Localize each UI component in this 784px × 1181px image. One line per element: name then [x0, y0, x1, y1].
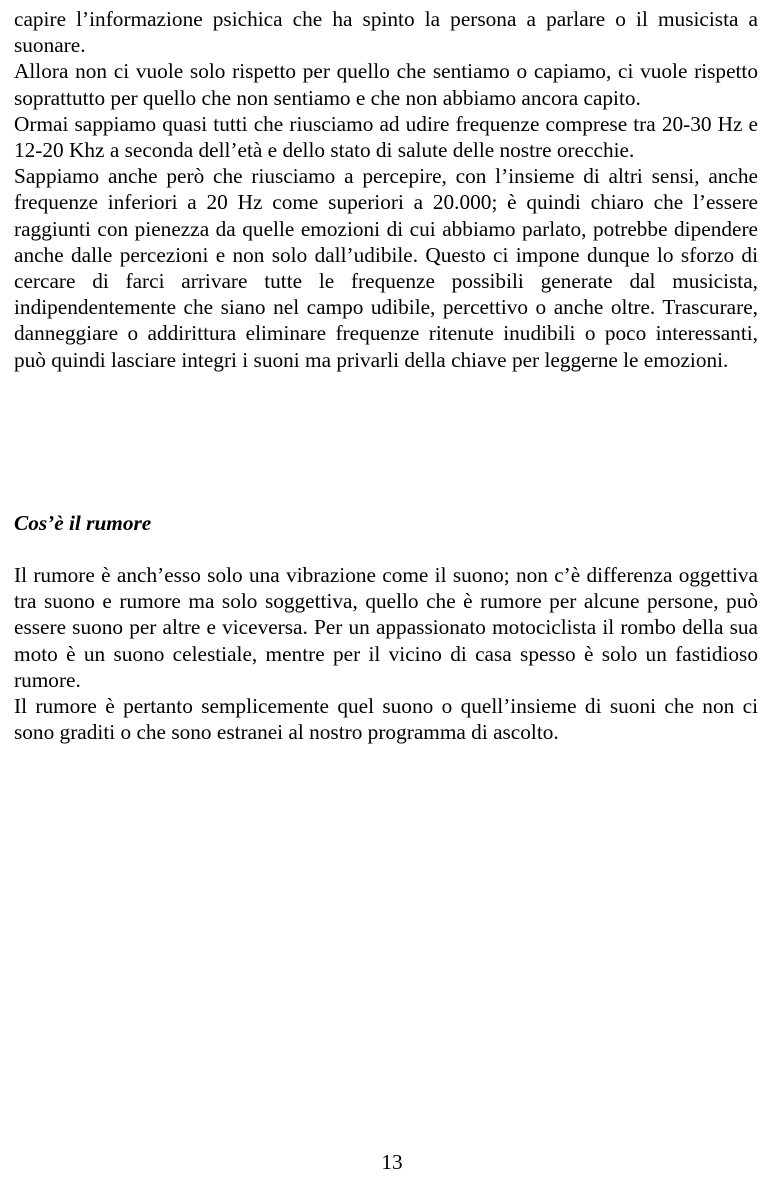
- paragraph-intro-continuation: capire l’informazione psichica che ha spinto la persona a parlare o il musicista a suonare.: [14, 7, 758, 58]
- paragraph-noise-definition: Il rumore è anch’esso solo una vibrazione come il suono; non c’è differenza oggettiva tra suono e rumore ma solo soggettiva, quello che è rumore per alcune persone, può essere suono per altre e viceversa. Per un appassionato motociclista il rombo della sua moto è un suono celestiale, mentre per il vicino di casa spesso è solo un fastidioso rumore.: [14, 563, 758, 692]
- paragraph-respect: Allora non ci vuole solo rispetto per quello che sentiamo o capiamo, ci vuole rispetto soprattutto per quello che non sentiamo e che non abbiamo ancora capito.: [14, 59, 758, 110]
- paragraph-perceived-frequencies: Sappiamo anche però che riusciamo a percepire, con l’insieme di altri sensi, anche frequenze inferiori a 20 Hz come superiori a 20.000; è quindi chiaro che l’essere raggiunti con pienezza da quelle emozioni di cui abbiamo parlato, potrebbe dipendere anche dalle percezioni e non solo dall’udibile. Questo ci impone dunque lo sforzo di cercare di farci arrivare tutte le frequenze possibili generate dal musicista, indipendentemente che siano nel campo udibile, percettivo o anche oltre. Trascurare, danneggiare o addirittura eliminare frequenze ritenute inudibili o poco interessanti, può quindi lasciare integri i suoni ma privarli della chiave per leggerne le emozioni.: [14, 164, 758, 372]
- section-body: [14, 562, 758, 745]
- paragraph-audible-frequencies: Ormai sappiamo quasi tutti che riusciamo ad udire frequenze comprese tra 20-30 Hz e 12-20 Khz a seconda dell’età e dello stato di salute delle nostre orecchie.: [14, 111, 758, 163]
- page-number: 13: [381, 1150, 403, 1174]
- document-page: [14, 6, 758, 745]
- paragraph-noise-conclusion: Il rumore è pertanto semplicemente quel suono o quell’insieme di suoni che non ci sono graditi o che sono estranei al nostro programma di ascolto.: [14, 694, 758, 745]
- section-heading: Cos’è il rumore: [14, 511, 152, 535]
